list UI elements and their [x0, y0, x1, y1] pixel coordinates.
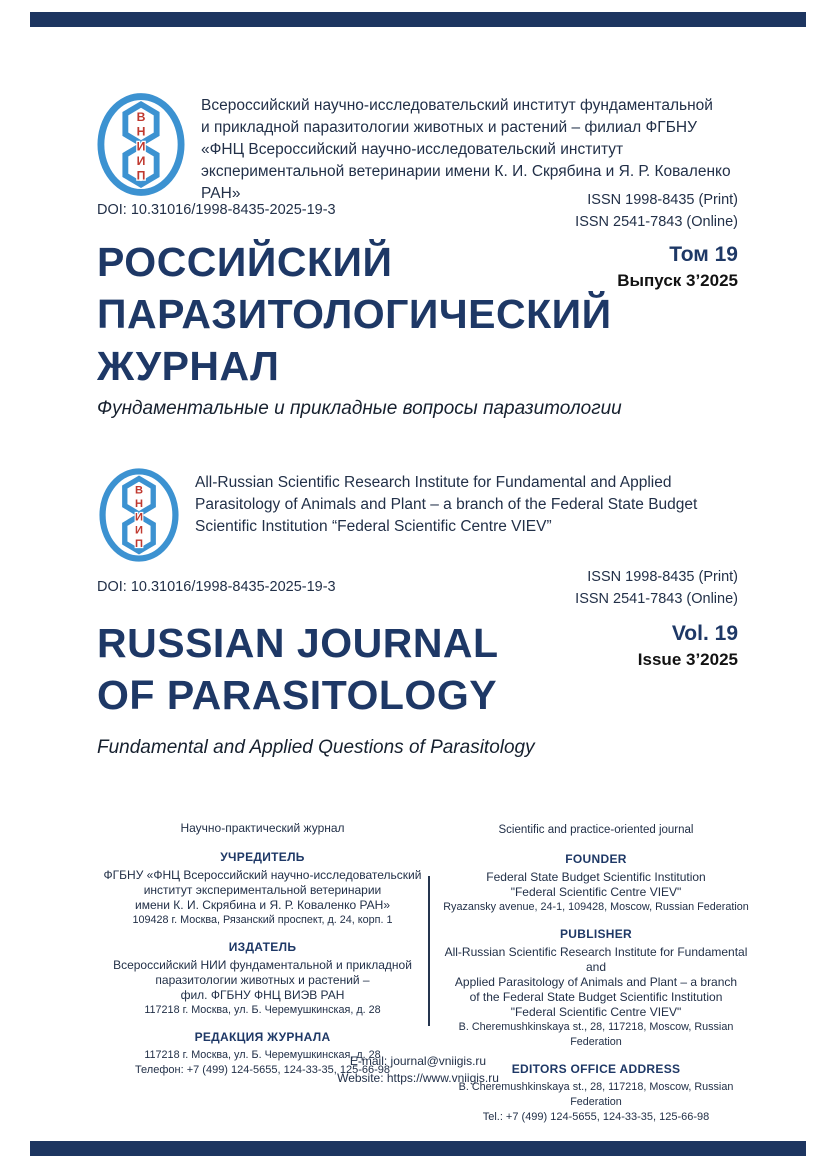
institute-line: Parasitology of Animals and Plant – a branch of the Federal State Budget	[195, 496, 698, 513]
logo-letter: И	[136, 154, 146, 169]
institute-line: экспериментальной ветеринарии имени К. И. Скрябина и Я. Р. Коваленко РАН»	[201, 163, 731, 202]
volume-ru: Том 19	[669, 243, 738, 266]
meta-row-ru	[97, 189, 738, 233]
email-link[interactable]: E-mail: journal@vniigis.ru	[349, 1054, 487, 1068]
issue-en: Issue 3’2025	[637, 650, 738, 669]
institute-line: All-Russian Scientific Research Institute for Fundamental and Applied	[195, 474, 672, 491]
volume-en: Vol. 19	[671, 622, 738, 645]
header-en	[99, 468, 740, 562]
institute-name-en	[195, 472, 697, 538]
phone-ru: Телефон: +7 (499) 124-5655, 124-33-35, 125-66-98	[134, 1064, 391, 1076]
issn-print: ISSN 1998-8435 (Print)	[587, 192, 738, 208]
footer-divider	[428, 876, 430, 1026]
title-line: RUSSIAN JOURNAL	[97, 620, 499, 666]
journal-type-en: Scientific and practice-oriented journal	[498, 824, 694, 836]
publisher-address-ru: 117218 г. Москва, ул. Б. Черемушкинская, д. 28	[144, 1004, 381, 1016]
logo-letter: П	[136, 168, 146, 183]
logo-letter: В	[134, 484, 144, 497]
institute-line: Scientific Institution “Federal Scientific Centre VIEV”	[195, 518, 552, 535]
publisher-line: Всероссийский НИИ фундаментальной и прикладной	[113, 958, 412, 972]
publisher-heading-en: PUBLISHER	[559, 927, 633, 941]
founder-heading-en: FOUNDER	[565, 852, 627, 866]
issn-block-ru	[575, 189, 738, 233]
publisher-line: паразитологии животных и растений –	[155, 973, 370, 987]
issn-print: ISSN 1998-8435 (Print)	[587, 569, 738, 585]
founder-line: институт экспериментальной ветеринарии	[143, 883, 382, 897]
founder-address-ru: 109428 г. Москва, Рязанский проспект, д. 24, корп. 1	[132, 914, 393, 926]
phone-en: Tel.: +7 (499) 124-5655, 124-33-35, 125-66-98	[482, 1111, 710, 1123]
journal-subtitle-en: Fundamental and Applied Questions of Parasitology	[97, 737, 535, 758]
logo-letter: В	[136, 110, 146, 125]
logo-letter: И	[135, 524, 143, 537]
founder-address-en: Ryazansky avenue, 24-1, 109428, Moscow, Russian Federation	[443, 901, 749, 913]
volume-block-en	[638, 622, 738, 670]
institute-line: Всероссийский научно-исследовательский институт фундаментальной	[201, 97, 713, 114]
top-rule-bar	[30, 12, 806, 27]
vniip-logo-icon	[99, 468, 179, 562]
issn-online: ISSN 2541-7843 (Online)	[575, 214, 738, 230]
meta-row-en	[97, 566, 738, 610]
bottom-rule-bar	[30, 1141, 806, 1156]
issn-block-en	[575, 566, 738, 610]
publisher-line: Applied Parasitology of Animals and Plant – a branch	[454, 975, 738, 989]
journal-type-ru: Научно-практический журнал	[180, 821, 345, 835]
vniip-logo-icon	[97, 93, 185, 196]
publisher-line: фил. ФГБНУ ФНЦ ВИЭВ РАН	[180, 988, 345, 1002]
issue-ru: Выпуск 3’2025	[617, 271, 738, 290]
institute-line: и прикладной паразитологии животных и растений – филиал ФГБНУ	[201, 119, 697, 136]
logo-letter: Н	[134, 498, 144, 510]
title-line: ЖУРНАЛ	[97, 343, 280, 389]
institute-line: «ФНЦ Всероссийский научно-исследовательский институт	[201, 141, 624, 158]
logo-letter: П	[135, 538, 143, 550]
logo-letter: И	[135, 511, 143, 524]
logo-letter: И	[136, 139, 146, 154]
website-link[interactable]: Website: https://www.vniigis.ru	[337, 1071, 499, 1085]
volume-block-ru	[617, 243, 738, 291]
founder-line: "Federal Scientific Centre VIEV"	[510, 885, 682, 899]
publisher-address-en: B. Cheremushkinskaya st., 28, 117218, Moscow, Russian Federation	[458, 1021, 734, 1048]
founder-line: имени К. И. Скрябина и Я. Р. Коваленко РАН»	[135, 898, 390, 912]
founder-line: ФГБНУ «ФНЦ Всероссийский научно-исследовательский	[103, 868, 422, 882]
title-line: РОССИЙСКИЙ	[97, 239, 393, 285]
publisher-line: of the Federal State Budget Scientific Institution	[469, 990, 723, 1004]
journal-title-en	[97, 617, 499, 721]
editorial-heading-ru: РЕДАКЦИЯ ЖУРНАЛА	[194, 1030, 331, 1044]
publisher-line: All-Russian Scientific Research Institute for Fundamental and	[444, 945, 748, 974]
publisher-heading-ru: ИЗДАТЕЛЬ	[228, 940, 297, 954]
editorial-heading-en: EDITORS OFFICE ADDRESS	[511, 1062, 681, 1076]
title-line: ПАРАЗИТОЛОГИЧЕСКИЙ	[97, 291, 612, 337]
doi-en: DOI: 10.31016/1998-8435-2025-19-3	[97, 579, 336, 595]
logo-letter: Н	[136, 124, 146, 139]
contact-block	[0, 1053, 836, 1087]
title-line: OF PARASITOLOGY	[97, 672, 498, 718]
editorial-address-ru: 117218 г. Москва, ул. Б. Черемушкинская, д. 28	[144, 1049, 381, 1061]
footer-column-ru	[97, 821, 428, 1078]
journal-subtitle-ru: Фундаментальные и прикладные вопросы паразитологии	[97, 398, 622, 419]
founder-line: Federal State Budget Scientific Institution	[486, 870, 706, 884]
issn-online: ISSN 2541-7843 (Online)	[575, 591, 738, 607]
journal-title-ru	[97, 236, 612, 392]
doi-ru: DOI: 10.31016/1998-8435-2025-19-3	[97, 202, 336, 218]
founder-heading-ru: УЧРЕДИТЕЛЬ	[220, 850, 305, 864]
publisher-line: "Federal Scientific Centre VIEV"	[510, 1005, 682, 1019]
editorial-address-en: B. Cheremushkinskaya st., 28, 117218, Moscow, Russian Federation	[458, 1081, 734, 1108]
